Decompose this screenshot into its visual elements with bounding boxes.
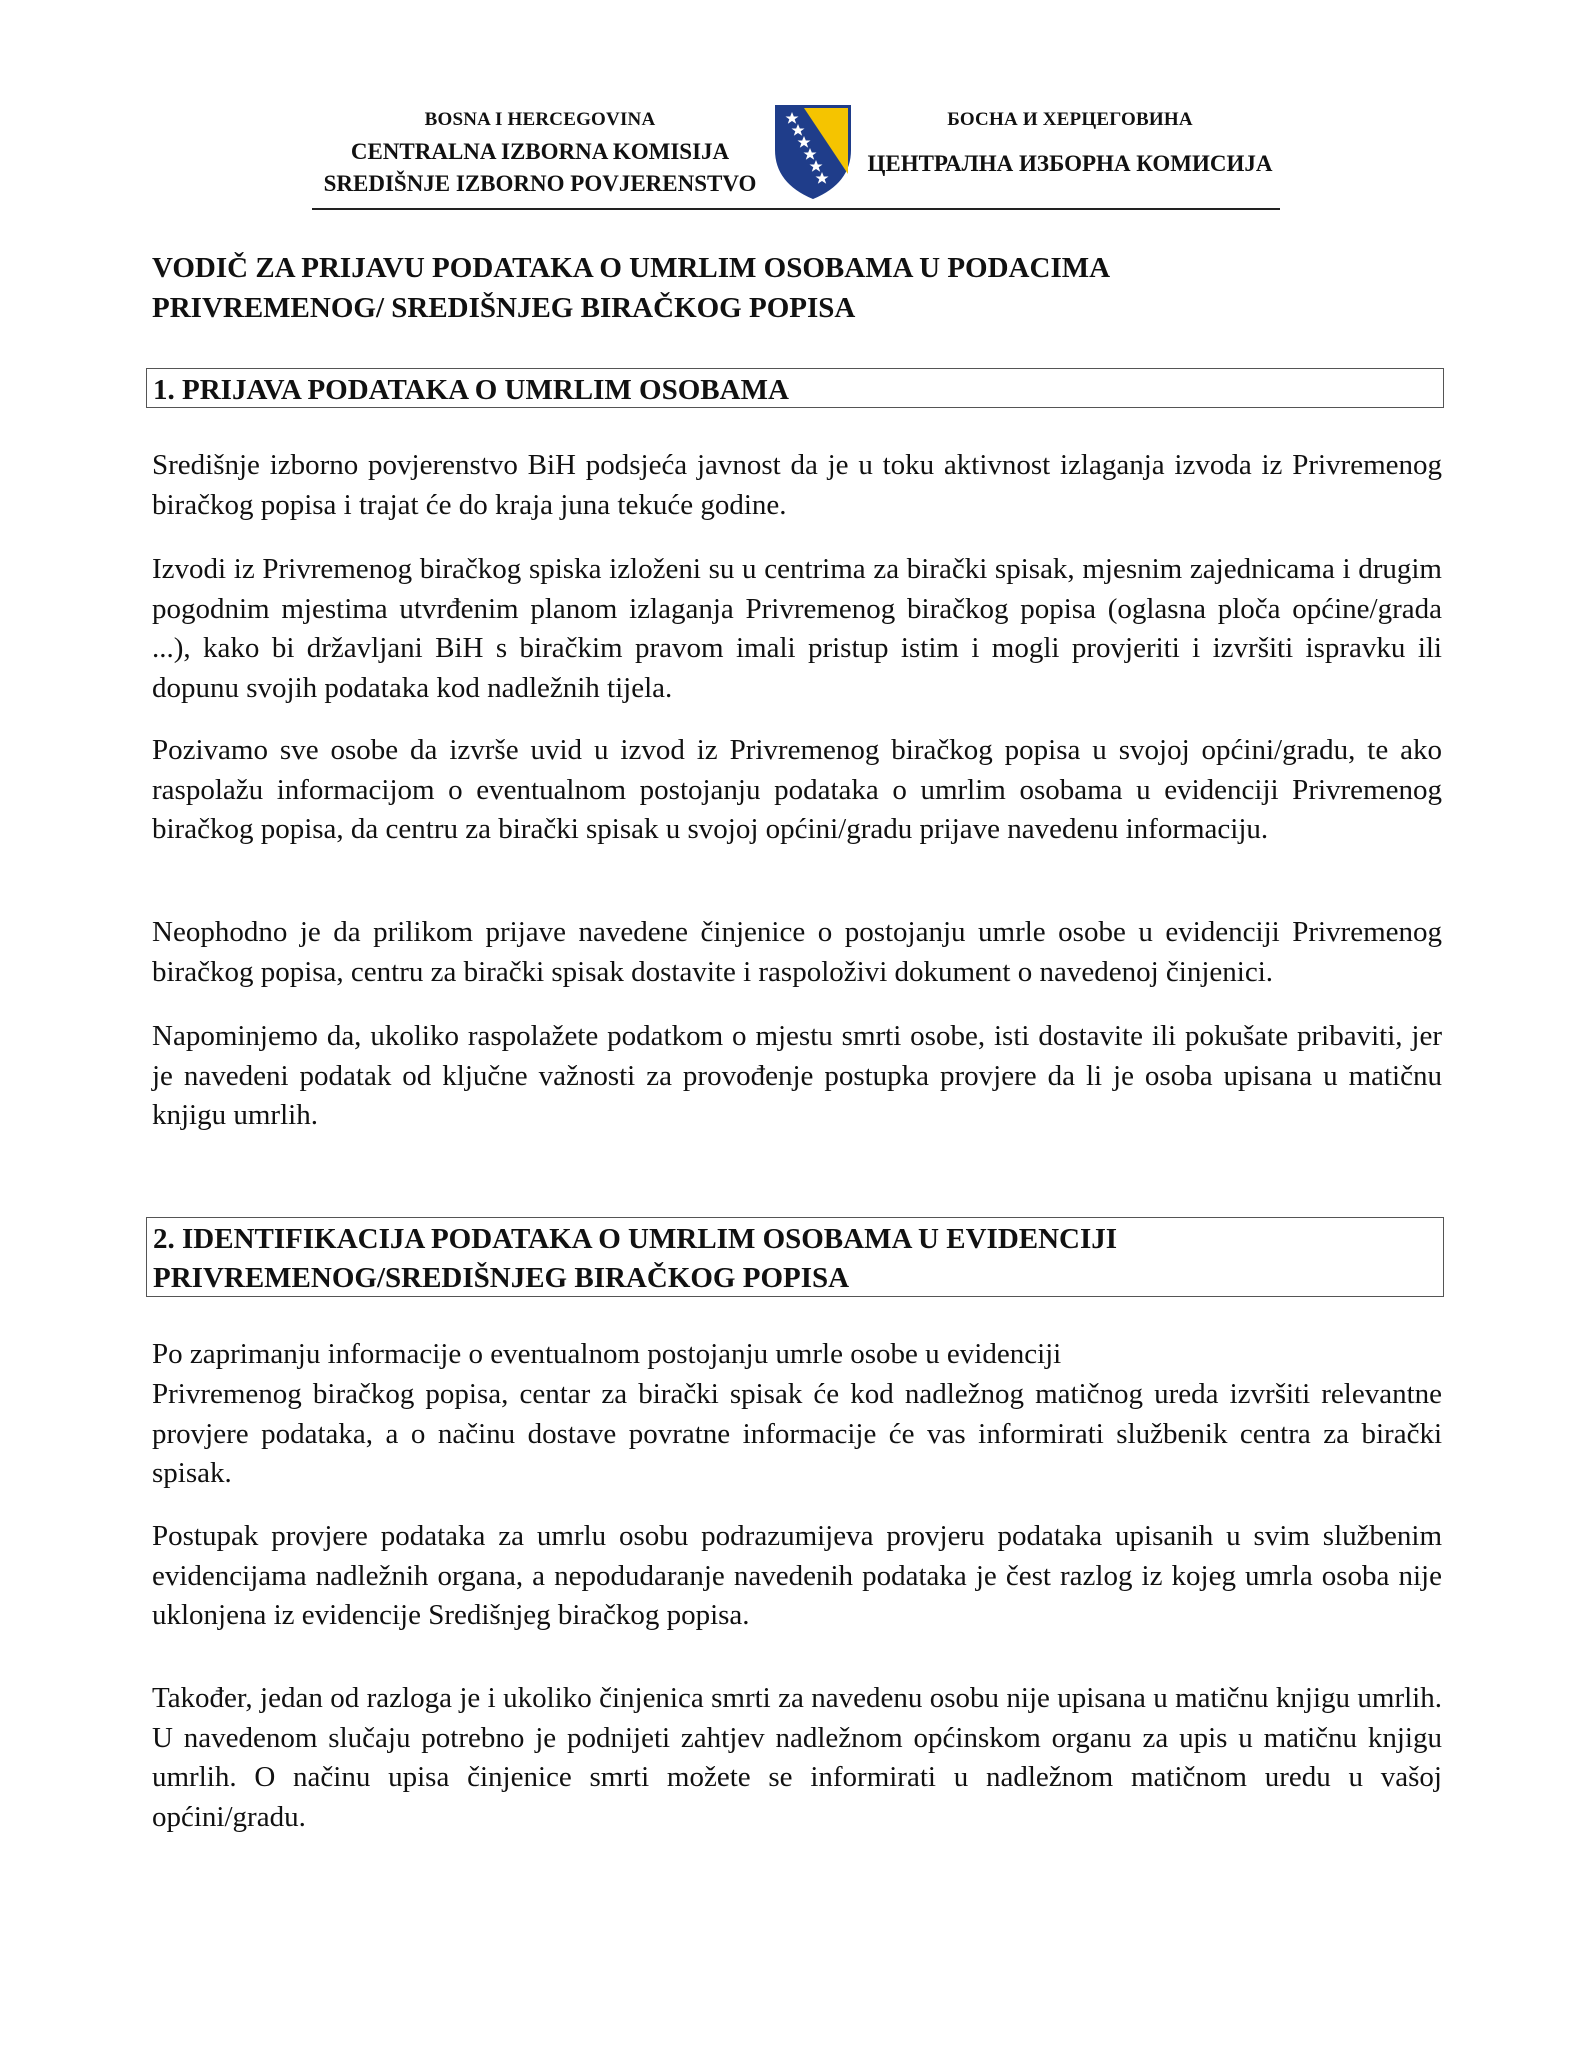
commission-name-latin-alt: SREDIŠNJE IZBORNO POVJERENSTVO xyxy=(323,171,757,196)
section2-paragraph-2: Postupak provjere podataka za umrlu osobu podrazumijeva provjeru podataka upisanih u svim službenim evidencijama nadležnih organa, a nepodudaranje navedenih podataka je čest razlog iz kojeg umrla osoba nije uklonjena iz evidencije Središnjeg biračkog popisa. xyxy=(152,1520,1442,1631)
letterhead-cyrillic xyxy=(860,104,1280,180)
document-title xyxy=(152,248,1452,328)
country-name-cyrillic: БОСНА И ХЕРЦЕГОВИНА xyxy=(947,109,1193,130)
section2-heading-line1: 2. IDENTIFIKACIJA PODATAKA O UMRLIM OSOBAMA U EVIDENCIJI xyxy=(153,1223,1118,1255)
letterhead xyxy=(310,96,1280,208)
section1-paragraph-5: Napominjemo da, ukoliko raspolažete podatkom o mjestu smrti osobe, isti dostavite ili pokušate pribaviti, jer je navedeni podatak od ključne važnosti za provođenje postupka provjere da li je osoba upisana u matičnu knjigu umrlih. xyxy=(152,1020,1442,1131)
section1-paragraph-4: Neophodno je da prilikom prijave navedene činjenice o postojanju umrle osobe u evidenciji Privremenog biračkog popisa, centru za birački spisak dostavite i raspoloživi dokument o navedenoj činjenici. xyxy=(152,916,1442,988)
country-name-latin: BOSNA I HERCEGOVINA xyxy=(424,109,656,130)
bih-coat-of-arms-icon xyxy=(770,102,856,200)
section1-paragraph-1: Središnje izborno povjerenstvo BiH podsjeća javnost da je u toku aktivnost izlaganja izvoda iz Privremenog biračkog popisa i trajat će do kraja juna tekuće godine. xyxy=(152,449,1442,521)
section1-heading: 1. PRIJAVA PODATAKA O UMRLIM OSOBAMA xyxy=(146,368,1444,408)
letterhead-divider xyxy=(312,208,1280,210)
section1-paragraph-3: Pozivamo sve osobe da izvrše uvid u izvod iz Privremenog biračkog popisa u svojoj općini/gradu, te ako raspolažu informacijom o eventualnom postojanju podataka o umrlim osobama u evidenciji Privremenog biračkog popisa, da centru za birački spisak u svojoj općini/gradu prijave navedenu informaciju. xyxy=(152,734,1442,845)
section2-heading-line2: PRIVREMENOG/SREDIŠNJEG BIRAČKOG POPISA xyxy=(153,1262,850,1294)
letterhead-latin xyxy=(310,104,770,200)
section2-paragraph-1: Privremenog biračkog popisa, centar za birački spisak će kod nadležnog matičnog ureda izvršiti relevantne provjere podataka, a o načinu dostave povratne informacije će vas informirati službenik centra za birački spisak. xyxy=(152,1378,1442,1489)
section2-paragraph-1-line1: Po zaprimanju informacije o eventualnom postojanju umrle osobe u evidenciji xyxy=(152,1338,1062,1370)
section1-paragraph-2: Izvodi iz Privremenog biračkog spiska izloženi su u centrima za birački spisak, mjesnim zajednicama i drugim pogodnim mjestima utvrđenim planom izlaganja Privremenog biračkog popisa (oglasna ploča općine/grada ...), kako bi državljani BiH s biračkim pravom imali pristup istim i mogli provjeriti i izvršiti ispravku ili dopunu svojih podataka kod nadležnih tijela. xyxy=(152,553,1442,704)
document-title-line2: PRIVREMENOG/ SREDIŠNJEG BIRAČKOG POPISA xyxy=(152,292,856,324)
commission-name-latin: CENTRALNA IZBORNA KOMISIJA xyxy=(350,139,730,164)
section2-heading xyxy=(146,1217,1444,1297)
section2-paragraph-3: Također, jedan od razloga je i ukoliko činjenica smrti za navedenu osobu nije upisana u matičnu knjigu umrlih. U navedenom slučaju potrebno je podnijeti zahtjev nadležnom općinskom organu za upis u matičnu knjigu umrlih. O načinu upisa činjenice smrti možete se informirati u nadležnom matičnom uredu u vašoj općini/gradu. xyxy=(152,1682,1442,1833)
commission-name-cyrillic: ЦЕНТРАЛНА ИЗБОРНА КОМИСИЈА xyxy=(867,151,1273,176)
document-title-line1: VODIČ ZA PRIJAVU PODATAKA O UMRLIM OSOBAMA U PODACIMA xyxy=(152,252,1111,284)
